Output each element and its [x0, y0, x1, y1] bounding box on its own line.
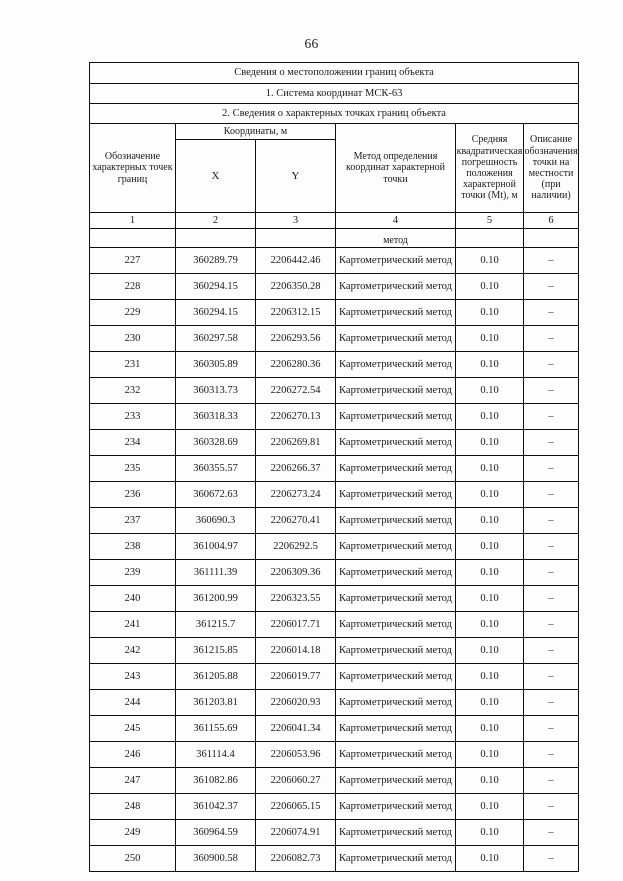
mean-square-error: 0.10: [456, 690, 524, 716]
point-number: 240: [90, 586, 176, 612]
point-number: 229: [90, 300, 176, 326]
section-2-label: 2. Сведения о характерных точках границ объекта: [90, 104, 579, 124]
header-coordinates-group: Координаты, м: [176, 124, 336, 140]
mean-square-error: 0.10: [456, 664, 524, 690]
determination-method: Картометрический метод: [336, 482, 456, 508]
coordinate-y: 2206323.55: [256, 586, 336, 612]
determination-method: Картометрический метод: [336, 274, 456, 300]
mean-square-error: 0.10: [456, 638, 524, 664]
coordinate-x: 361215.85: [176, 638, 256, 664]
coordinate-y: 2206270.13: [256, 404, 336, 430]
point-number: 231: [90, 352, 176, 378]
column-number-4: 4: [336, 213, 456, 229]
section-2-row: [90, 104, 579, 124]
coordinate-x: 361114.4: [176, 742, 256, 768]
table-row: [90, 742, 579, 768]
continuation-y: [256, 229, 336, 248]
point-number: 248: [90, 794, 176, 820]
mean-square-error: 0.10: [456, 352, 524, 378]
point-description: –: [524, 378, 579, 404]
mean-square-error: 0.10: [456, 482, 524, 508]
table-row: [90, 690, 579, 716]
mean-square-error: 0.10: [456, 534, 524, 560]
point-description: –: [524, 768, 579, 794]
point-description: –: [524, 300, 579, 326]
table-row: [90, 768, 579, 794]
coordinate-y: 2206270.41: [256, 508, 336, 534]
header-x: X: [176, 140, 256, 213]
coordinate-x: 361082.86: [176, 768, 256, 794]
point-description: –: [524, 274, 579, 300]
coordinate-x: 361111.39: [176, 560, 256, 586]
continuation-description: [524, 229, 579, 248]
table-row: [90, 404, 579, 430]
coordinate-y: 2206350.28: [256, 274, 336, 300]
coordinate-y: 2206017.71: [256, 612, 336, 638]
table-title: Сведения о местоположении границ объекта: [90, 63, 579, 84]
mean-square-error: 0.10: [456, 586, 524, 612]
column-number-row: [90, 213, 579, 229]
determination-method: Картометрический метод: [336, 508, 456, 534]
point-number: 241: [90, 612, 176, 638]
column-number-2: 2: [176, 213, 256, 229]
coordinate-x: 360305.89: [176, 352, 256, 378]
continuation-point: [90, 229, 176, 248]
continuation-error: [456, 229, 524, 248]
coordinate-x: 360328.69: [176, 430, 256, 456]
point-number: 230: [90, 326, 176, 352]
point-number: 250: [90, 846, 176, 872]
point-description: –: [524, 560, 579, 586]
mean-square-error: 0.10: [456, 716, 524, 742]
mean-square-error: 0.10: [456, 326, 524, 352]
point-description: –: [524, 326, 579, 352]
header-y: Y: [256, 140, 336, 213]
mean-square-error: 0.10: [456, 430, 524, 456]
determination-method: Картометрический метод: [336, 248, 456, 274]
coordinate-x: 360318.33: [176, 404, 256, 430]
continuation-row: [90, 229, 579, 248]
coordinate-x: 360313.73: [176, 378, 256, 404]
point-number: 243: [90, 664, 176, 690]
header-mean-square-error: Средняя квадратическая погрешность положения характерной точки (Мt), м: [456, 124, 524, 213]
coordinate-x: 361004.97: [176, 534, 256, 560]
coordinate-y: 2206293.56: [256, 326, 336, 352]
determination-method: Картометрический метод: [336, 690, 456, 716]
point-number: 233: [90, 404, 176, 430]
coordinate-x: 360355.57: [176, 456, 256, 482]
table-row: [90, 508, 579, 534]
mean-square-error: 0.10: [456, 742, 524, 768]
column-number-6: 6: [524, 213, 579, 229]
determination-method: Картометрический метод: [336, 534, 456, 560]
determination-method: Картометрический метод: [336, 794, 456, 820]
point-number: 245: [90, 716, 176, 742]
mean-square-error: 0.10: [456, 404, 524, 430]
coordinate-x: 360900.58: [176, 846, 256, 872]
coordinate-x: 361042.37: [176, 794, 256, 820]
table-row: [90, 664, 579, 690]
point-description: –: [524, 716, 579, 742]
coordinate-y: 2206442.46: [256, 248, 336, 274]
header-description: Описание обозначения точки на местности (при наличии): [524, 124, 579, 213]
table-row: [90, 248, 579, 274]
table-row: [90, 352, 579, 378]
coordinate-x: 361200.99: [176, 586, 256, 612]
coordinate-x: 361205.88: [176, 664, 256, 690]
point-number: 246: [90, 742, 176, 768]
determination-method: Картометрический метод: [336, 638, 456, 664]
coordinate-y: 2206082.73: [256, 846, 336, 872]
table-row: [90, 716, 579, 742]
coordinate-y: 2206266.37: [256, 456, 336, 482]
table-row: [90, 534, 579, 560]
point-description: –: [524, 456, 579, 482]
table-row: [90, 326, 579, 352]
coordinate-y: 2206053.96: [256, 742, 336, 768]
determination-method: Картометрический метод: [336, 456, 456, 482]
mean-square-error: 0.10: [456, 560, 524, 586]
table-title-row: [90, 63, 579, 84]
determination-method: Картометрический метод: [336, 612, 456, 638]
determination-method: Картометрический метод: [336, 664, 456, 690]
determination-method: Картометрический метод: [336, 742, 456, 768]
mean-square-error: 0.10: [456, 846, 524, 872]
point-number: 237: [90, 508, 176, 534]
mean-square-error: 0.10: [456, 378, 524, 404]
table-row: [90, 794, 579, 820]
point-description: –: [524, 612, 579, 638]
point-number: 227: [90, 248, 176, 274]
table-row: [90, 378, 579, 404]
header-method: Метод определения координат характерной точки: [336, 124, 456, 213]
table-row: [90, 612, 579, 638]
mean-square-error: 0.10: [456, 612, 524, 638]
point-description: –: [524, 430, 579, 456]
determination-method: Картометрический метод: [336, 560, 456, 586]
point-number: 234: [90, 430, 176, 456]
point-description: –: [524, 404, 579, 430]
point-description: –: [524, 794, 579, 820]
coordinate-y: 2206309.36: [256, 560, 336, 586]
coordinate-x: 360672.63: [176, 482, 256, 508]
table-row: [90, 430, 579, 456]
coordinate-y: 2206292.5: [256, 534, 336, 560]
coordinate-x: 361155.69: [176, 716, 256, 742]
point-number: 239: [90, 560, 176, 586]
section-1-row: [90, 84, 579, 104]
table-body: [90, 63, 579, 872]
point-number: 242: [90, 638, 176, 664]
coordinate-y: 2206269.81: [256, 430, 336, 456]
continuation-method: метод: [336, 229, 456, 248]
coordinate-y: 2206312.15: [256, 300, 336, 326]
point-description: –: [524, 664, 579, 690]
point-description: –: [524, 352, 579, 378]
coordinate-x: 360297.58: [176, 326, 256, 352]
mean-square-error: 0.10: [456, 456, 524, 482]
point-number: 235: [90, 456, 176, 482]
determination-method: Картометрический метод: [336, 846, 456, 872]
boundary-points-table: [89, 62, 579, 872]
determination-method: Картометрический метод: [336, 820, 456, 846]
point-description: –: [524, 846, 579, 872]
point-description: –: [524, 248, 579, 274]
coordinate-x: 360289.79: [176, 248, 256, 274]
coordinate-y: 2206019.77: [256, 664, 336, 690]
section-1-label: 1. Система координат МСК-63: [90, 84, 579, 104]
point-description: –: [524, 742, 579, 768]
point-number: 236: [90, 482, 176, 508]
mean-square-error: 0.10: [456, 248, 524, 274]
header-row-top: [90, 124, 579, 140]
determination-method: Картометрический метод: [336, 326, 456, 352]
point-number: 238: [90, 534, 176, 560]
mean-square-error: 0.10: [456, 794, 524, 820]
table-row: [90, 820, 579, 846]
coordinate-y: 2206020.93: [256, 690, 336, 716]
point-number: 228: [90, 274, 176, 300]
column-number-5: 5: [456, 213, 524, 229]
table-row: [90, 638, 579, 664]
mean-square-error: 0.10: [456, 508, 524, 534]
coordinate-x: 360964.59: [176, 820, 256, 846]
point-description: –: [524, 586, 579, 612]
coordinate-y: 2206065.15: [256, 794, 336, 820]
table-row: [90, 560, 579, 586]
mean-square-error: 0.10: [456, 820, 524, 846]
coordinate-y: 2206074.91: [256, 820, 336, 846]
coordinate-y: 2206280.36: [256, 352, 336, 378]
point-number: 249: [90, 820, 176, 846]
point-description: –: [524, 638, 579, 664]
coordinate-y: 2206060.27: [256, 768, 336, 794]
determination-method: Картометрический метод: [336, 430, 456, 456]
mean-square-error: 0.10: [456, 300, 524, 326]
coordinate-x: 360294.15: [176, 300, 256, 326]
determination-method: Картометрический метод: [336, 404, 456, 430]
determination-method: Картометрический метод: [336, 378, 456, 404]
point-description: –: [524, 482, 579, 508]
table-row: [90, 274, 579, 300]
table-row: [90, 482, 579, 508]
point-description: –: [524, 820, 579, 846]
coordinate-x: 361215.7: [176, 612, 256, 638]
header-point-designation: Обозначение характерных точек границ: [90, 124, 176, 213]
coordinate-x: 360294.15: [176, 274, 256, 300]
mean-square-error: 0.10: [456, 274, 524, 300]
point-number: 244: [90, 690, 176, 716]
table-row: [90, 846, 579, 872]
determination-method: Картометрический метод: [336, 352, 456, 378]
determination-method: Картометрический метод: [336, 716, 456, 742]
coordinate-y: 2206041.34: [256, 716, 336, 742]
continuation-x: [176, 229, 256, 248]
point-number: 247: [90, 768, 176, 794]
determination-method: Картометрический метод: [336, 300, 456, 326]
point-description: –: [524, 690, 579, 716]
table-row: [90, 300, 579, 326]
page-number: 66: [304, 36, 319, 51]
column-number-1: 1: [90, 213, 176, 229]
point-description: –: [524, 534, 579, 560]
table-row: [90, 456, 579, 482]
mean-square-error: 0.10: [456, 768, 524, 794]
column-number-3: 3: [256, 213, 336, 229]
coordinate-y: 2206272.54: [256, 378, 336, 404]
determination-method: Картометрический метод: [336, 586, 456, 612]
table-row: [90, 586, 579, 612]
coordinate-y: 2206014.18: [256, 638, 336, 664]
determination-method: Картометрический метод: [336, 768, 456, 794]
point-number: 232: [90, 378, 176, 404]
coordinate-y: 2206273.24: [256, 482, 336, 508]
coordinate-x: 360690.3: [176, 508, 256, 534]
coordinate-x: 361203.81: [176, 690, 256, 716]
point-description: –: [524, 508, 579, 534]
